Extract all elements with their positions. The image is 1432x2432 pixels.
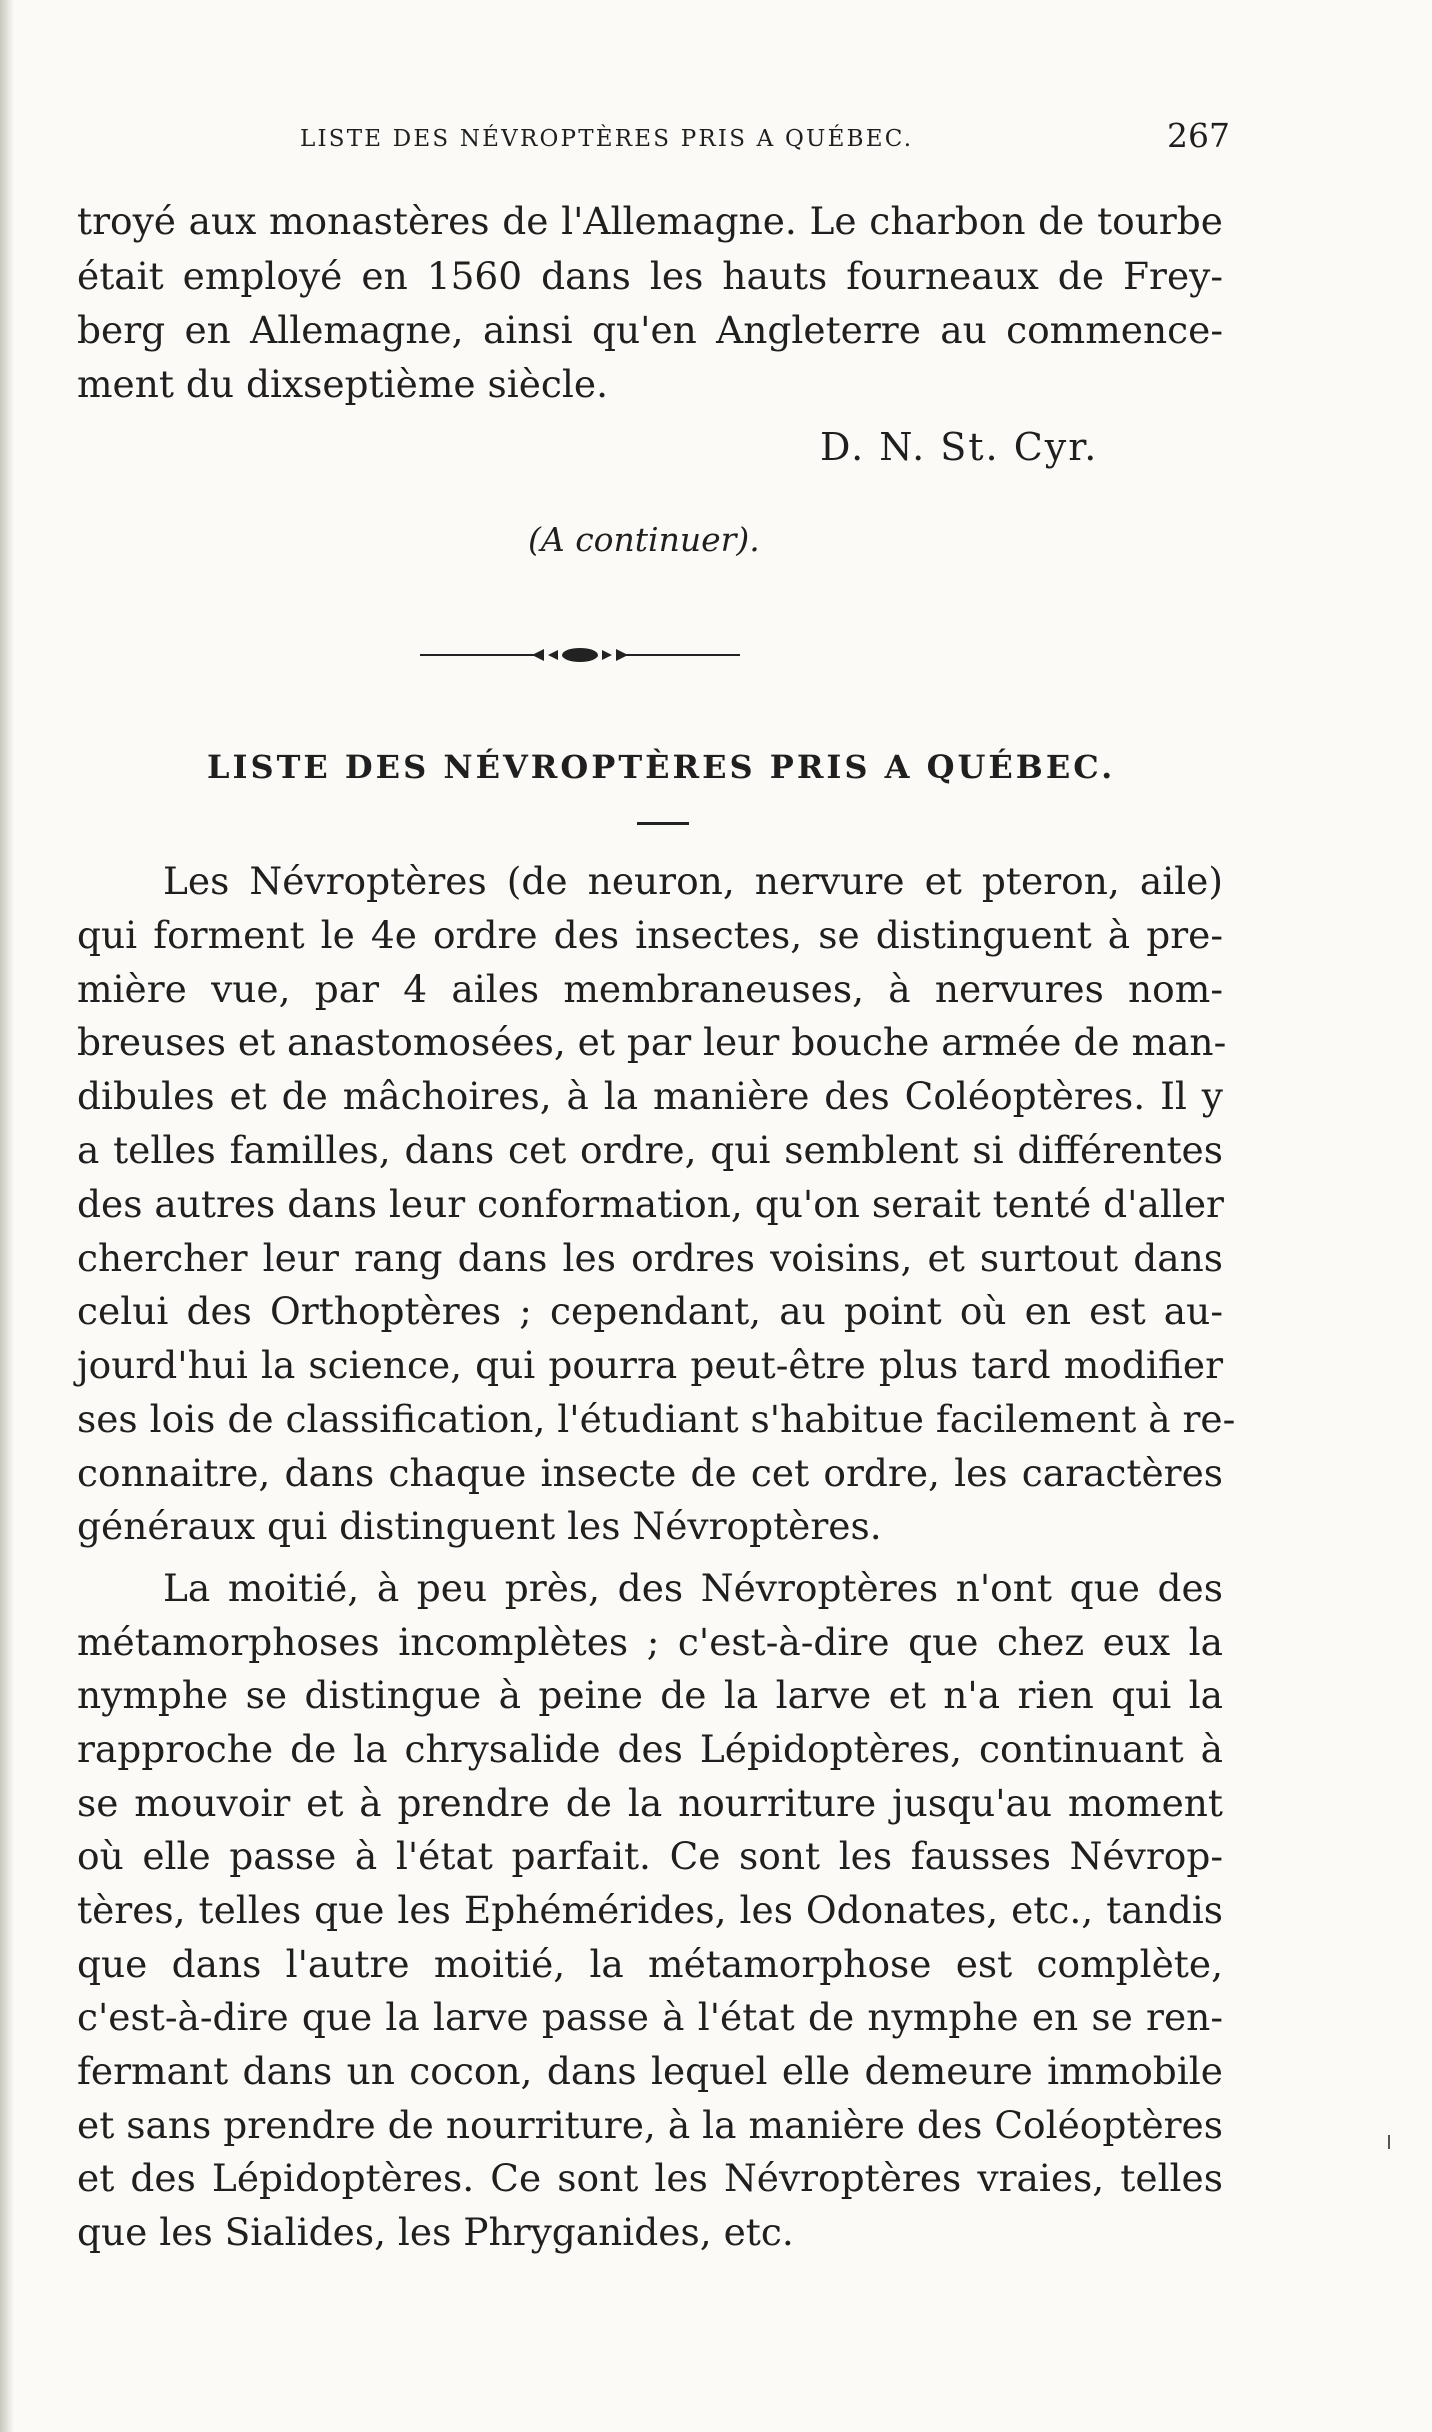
running-head-title: LISTE DES NÉVROPTÈRES PRIS A QUÉBEC. — [300, 126, 914, 152]
text-line: La moitié, à peu près, des Névroptères n'ont que des — [163, 1566, 1223, 1610]
text-line: généraux qui distinguent les Névroptères. — [77, 1504, 882, 1548]
text-line: tères, telles que les Ephémérides, les Odonates, etc., tandis — [77, 1888, 1223, 1932]
text-line: ses lois de classification, l'étudiant s'habitue facilement à re- — [77, 1397, 1236, 1441]
text-line: troyé aux monastères de l'Allemagne. Le charbon de tourbe — [77, 199, 1223, 243]
text-line: jourd'hui la science, qui pourra peut-être plus tard modifier — [77, 1343, 1223, 1387]
text-line: des autres dans leur conformation, qu'on serait tenté d'aller — [77, 1182, 1224, 1226]
text-line: qui forment le 4e ordre des insectes, se distinguent à pre- — [77, 913, 1223, 957]
running-head — [300, 118, 1230, 158]
page-number: 267 — [1167, 116, 1230, 155]
text-line: Les Névroptères (de neuron, nervure et pteron, aile) — [163, 859, 1223, 903]
text-line: où elle passe à l'état parfait. Ce sont les fausses Névrop- — [77, 1834, 1223, 1878]
title-rule — [637, 822, 689, 825]
text-line: dibules et de mâchoires, à la manière des Coléoptères. Il y — [77, 1074, 1223, 1118]
text-line: et sans prendre de nourriture, à la manière des Coléoptères — [77, 2103, 1223, 2147]
text-line: mière vue, par 4 ailes membraneuses, à nervures nom- — [77, 967, 1223, 1011]
text-line: celui des Orthoptères ; cependant, au point où en est au- — [77, 1289, 1223, 1333]
text-line: se mouvoir et à prendre de la nourriture jusqu'au moment — [77, 1781, 1223, 1825]
text-line: berg en Allemagne, ainsi qu'en Angleterre au commence- — [77, 308, 1223, 352]
author-signature: D. N. St. Cyr. — [820, 425, 1099, 469]
text-line: c'est-à-dire que la larve passe à l'état de nymphe en se ren- — [77, 1995, 1223, 2039]
text-line: que dans l'autre moitié, la métamorphose est complète, — [77, 1942, 1223, 1986]
continuation-note: (A continuer). — [528, 520, 760, 559]
text-line: breuses et anastomosées, et par leur bouche armée de man- — [77, 1020, 1227, 1064]
text-line: métamorphoses incomplètes ; c'est-à-dire que chez eux la — [77, 1620, 1223, 1664]
text-line: fermant dans un cocon, dans lequel elle demeure immobile — [77, 2049, 1223, 2093]
text-line: connaitre, dans chaque insecte de cet ordre, les caractères — [77, 1451, 1223, 1495]
text-line: que les Sialides, les Phryganides, etc. — [77, 2210, 794, 2254]
text-line: et des Lépidoptères. Ce sont les Névroptères vraies, telles — [77, 2156, 1223, 2200]
section-title: LISTE DES NÉVROPTÈRES PRIS A QUÉBEC. — [207, 748, 1116, 786]
margin-mark — [1388, 2135, 1390, 2149]
text-line: était employé en 1560 dans les hauts fourneaux de Frey- — [77, 254, 1223, 298]
text-line: rapproche de la chrysalide des Lépidoptères, continuant à — [77, 1727, 1223, 1771]
text-line: a telles familles, dans cet ordre, qui semblent si différentes — [77, 1128, 1223, 1172]
text-line: nymphe se distingue à peine de la larve et n'a rien qui la — [77, 1673, 1223, 1717]
page-edge-shadow — [0, 0, 14, 2432]
text-line: ment du dixseptième siècle. — [77, 362, 609, 406]
section-divider-ornament — [420, 640, 740, 670]
text-line: chercher leur rang dans les ordres voisins, et surtout dans — [77, 1236, 1223, 1280]
